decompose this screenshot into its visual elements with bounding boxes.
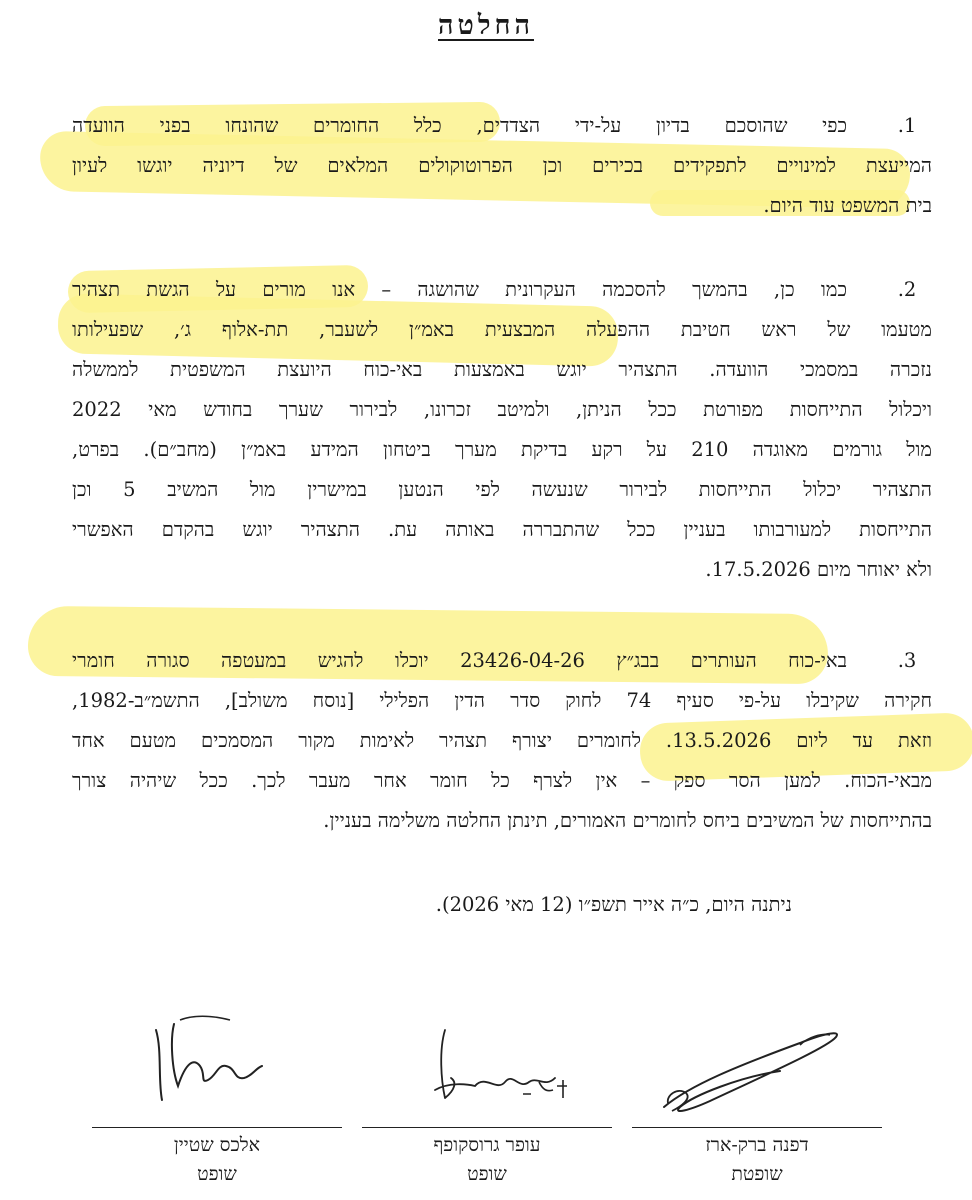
paragraph-line: התצהיר יכלול התייחסות לבירור שנעשה לפי הנטען במישרין מול המשיב 5 וכן — [72, 478, 932, 501]
signatory-name: דפנה ברק-ארז — [705, 1134, 809, 1156]
paragraph-line: וזאת עד ליום 13.5.2026. לחומרים יצורף תצהיר לאימות מקור המסמכים מטעם אחד — [72, 729, 932, 752]
signatory-role: שופטת — [731, 1163, 783, 1185]
signature-barak-erez — [650, 1015, 850, 1125]
paragraph-line: באי-כוח העותרים בבג״ץ 23426-04-26 יוכלו להגיש במעטפה סגורה חומרי — [72, 649, 848, 672]
paragraph-line: מול גורמים מאוגדה 210 על רקע בדיקת מערך ביטחון המידע באמ״ן (מחב״ם). בפרט, — [72, 438, 932, 461]
paragraph-line: מבאי-הכוח. למען הסר ספק – אין לצרף כל חומר אחר מעבר לכך. ככל שיהיה צורך — [72, 769, 932, 792]
paragraph-line: מטעמו של ראש חטיבת ההפעלה המבצעית באמ״ן לשעבר, תת-אלוף ג׳, שפעילותו — [72, 318, 932, 341]
paragraph-line: כמו כן, בהמשך להסכמה העקרונית שהושגה – אנו מורים על הגשת תצהיר — [72, 278, 847, 301]
paragraph-3 — [72, 645, 932, 845]
paragraph-line: בית המשפט עוד היום. — [763, 194, 932, 217]
paragraph-line: התייחסות למעורבותו בעניין ככל שהתבררה באותה עת. התצהיר יוגש בהקדם האפשרי — [72, 518, 932, 541]
paragraph-line: ויכלול התייחסות מפורטת ככל הניתן, ולמיטב זכרונו, לבירור שערך בחודש מאי 2022 — [72, 398, 932, 421]
paragraph-number: 1. — [897, 114, 917, 137]
signature-line-barak-erez — [632, 1127, 882, 1128]
page-title: החלטה — [438, 10, 534, 41]
paragraph-2 — [72, 274, 932, 594]
paragraph-number: 2. — [897, 278, 917, 301]
signatory-name: אלכס שטיין — [173, 1134, 261, 1156]
paragraph-line: נזכרה במסמכי הוועדה. התצהיר יוגש באמצעות באי-כוח היועצת המשפטית לממשלה — [72, 358, 932, 381]
signature-line-stein — [92, 1127, 342, 1128]
signatory-name: עופר גרוסקופף — [433, 1134, 541, 1156]
paragraph-line: בהתייחסות של המשיבים ביחס לחומרים האמורים, תינתן החלטה משלימה בעניין. — [323, 809, 932, 832]
signature-line-grosskopf — [362, 1127, 612, 1128]
paragraph-number: 3. — [897, 649, 917, 672]
paragraph-1 — [72, 110, 932, 220]
given-date: ניתנה היום, כ״ה אייר תשפ״ו (12 מאי 2026). — [435, 893, 792, 916]
paragraph-line: המייעצת למינויים לתפקידים בכירים וכן הפרוטוקולים המלאים של דיוניה יוגשו לעיון — [72, 154, 932, 177]
signature-grosskopf — [405, 1020, 585, 1120]
signatory-role: שופט — [197, 1163, 237, 1185]
paragraph-line: ולא יאוחר מיום 17.5.2026. — [705, 558, 932, 581]
signatory-role: שופט — [467, 1163, 507, 1185]
paragraph-line: חקירה שקיבלו על-פי סעיף 74 לחוק סדר הדין הפלילי [נוסח משולב], התשמ״ב-1982, — [72, 689, 932, 712]
paragraph-line: כפי שהוסכם בדיון על-ידי הצדדים, כלל החומרים שהונחו בפני הוועדה — [72, 114, 847, 137]
signature-stein — [140, 1010, 280, 1110]
